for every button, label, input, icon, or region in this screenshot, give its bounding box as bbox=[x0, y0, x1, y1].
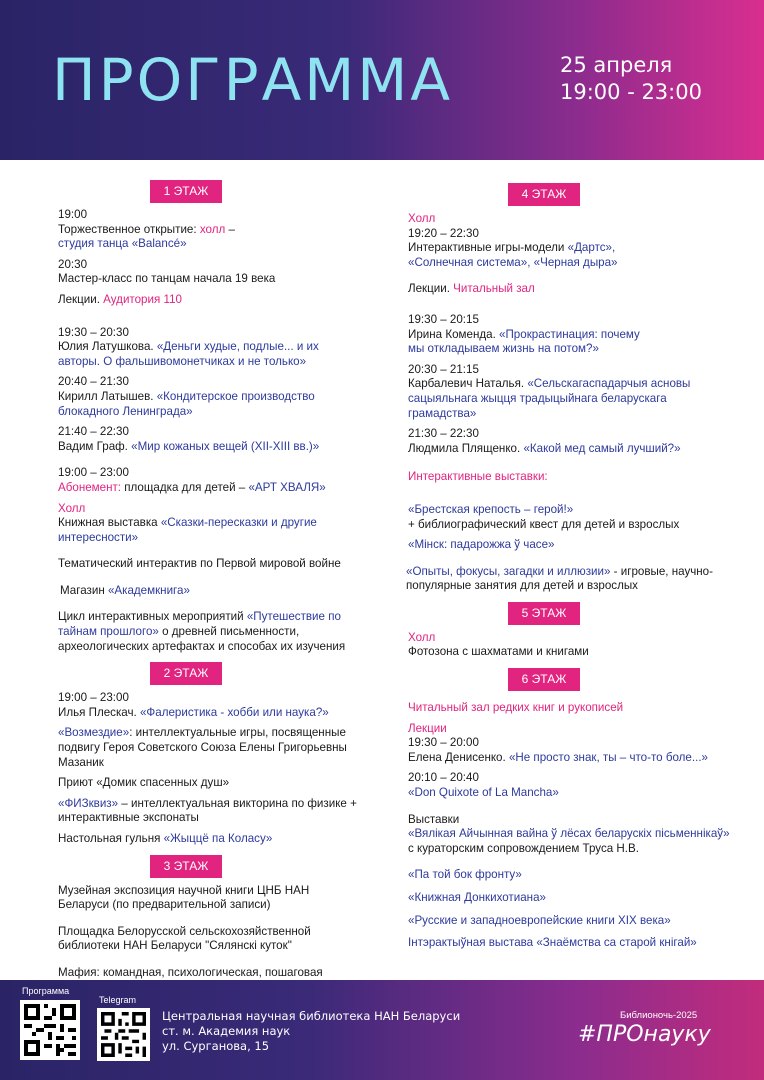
exhibition-title: «Вялікая Айчынная вайна ў лёсах беларускіх пісьменнікаў» bbox=[408, 827, 730, 841]
floor-4-badge: 4 ЭТАЖ bbox=[508, 183, 580, 206]
place: холл bbox=[199, 222, 226, 236]
studio: студия танца «Balancé» bbox=[58, 237, 187, 251]
book-exhibition bbox=[58, 502, 358, 546]
event-title: «Возмездие» bbox=[58, 726, 130, 740]
games-title: «Дартс», «Солнечная система», «Черная дыра» bbox=[408, 241, 618, 269]
lecture-title: «Кондитерское производство блокадного Ленинграда» bbox=[58, 389, 315, 418]
mafia-game: Мафия: командная, психологическая, пошаговая bbox=[58, 965, 323, 979]
rare-books-hall: Читальный зал редких книг и рукописей bbox=[408, 701, 624, 715]
room: Читальный зал bbox=[453, 282, 535, 296]
text: Мастер-класс по танцам начала 19 века bbox=[58, 272, 276, 286]
speaker: Вадим Граф. bbox=[58, 439, 132, 453]
label: Лекции. bbox=[58, 292, 104, 306]
lecture-title: «Не просто знак, ты – что-то боле...» bbox=[508, 750, 708, 764]
speaker: Карбалевич Наталья. bbox=[408, 377, 528, 391]
time: 21:30 – 22:30 bbox=[408, 427, 479, 441]
lectures-heading-4 bbox=[408, 282, 728, 297]
photozone bbox=[408, 631, 728, 660]
abonement bbox=[58, 466, 358, 495]
right-column bbox=[408, 183, 728, 951]
lecture-title: «Прокрастинация: почему мы откладываем жизнь на потом?» bbox=[408, 327, 640, 356]
speaker: Ирина Коменда. bbox=[408, 327, 500, 341]
event-datetime bbox=[560, 52, 702, 106]
event-date: 25 апреля bbox=[560, 53, 673, 77]
exhibitions-6 bbox=[408, 813, 728, 857]
interactive-exhibitions-heading: Интерактивные выставки: bbox=[408, 470, 548, 484]
exhibition-x4: «Русские и западноевропейские книги XIX века» bbox=[408, 913, 671, 927]
faleristics bbox=[58, 691, 358, 720]
library-address bbox=[162, 1009, 460, 1054]
library-name: Центральная научная библиотека НАН Беларуси bbox=[162, 1009, 461, 1023]
room: Аудитория 110 bbox=[103, 292, 182, 306]
floor-5-badge: 5 ЭТАЖ bbox=[508, 602, 580, 625]
metro-station: ст. м. Академия наук bbox=[162, 1024, 291, 1038]
text: - игровые, научно-популярные занятия для детей и взрослых bbox=[406, 564, 713, 593]
text: Магазин bbox=[60, 583, 108, 597]
label: Лекции bbox=[408, 721, 447, 735]
exhibition-brest bbox=[408, 503, 728, 532]
label: Абонемент: bbox=[58, 480, 125, 494]
event-opening bbox=[58, 208, 358, 252]
exhibition-x5: Інтэрактыўная выстава «Знаёмства са старой кнігай» bbox=[408, 936, 697, 950]
text: + библиографический квест для детей и взрослых bbox=[408, 517, 680, 531]
lecture-title: «Мир кожаных вещей (XII-XIII вв.)» bbox=[131, 439, 320, 453]
event-masterclass bbox=[58, 258, 358, 287]
text: Книжная выставка bbox=[58, 516, 161, 530]
agri-library: Площадка Белорусской сельскохозяйственной библиотеки НАН Беларуси "Сялянскі куток" bbox=[58, 924, 311, 953]
lecture-title: «Фалеристика - хобби или наука?» bbox=[139, 705, 329, 719]
time: 21:40 – 22:30 bbox=[58, 425, 129, 439]
interactive-models bbox=[408, 212, 728, 270]
speaker: Илья Плескач. bbox=[58, 705, 140, 719]
lecture-title: «Don Quixote of La Mancha» bbox=[408, 786, 559, 800]
exhibition-title: «Брестская крепость – герой!» bbox=[408, 502, 574, 516]
hashtag: #ПРОнауку bbox=[578, 1022, 711, 1047]
cycle-title: «Путешествие по тайнам прошлого» bbox=[58, 610, 341, 639]
qr-program-code[interactable] bbox=[20, 1000, 80, 1060]
lecture-title: «Деньги худые, подлые... и их авторы. О фальшивомонетчиках и не только» bbox=[58, 340, 319, 368]
lecture-1 bbox=[58, 326, 358, 370]
time: 19:00 – 23:00 bbox=[58, 466, 129, 480]
lecture-r2 bbox=[408, 363, 728, 421]
time: 19:20 – 22:30 bbox=[408, 226, 479, 240]
shop-name: «Академкнига» bbox=[107, 583, 190, 597]
lecture-r1 bbox=[408, 313, 658, 357]
lecture-s1 bbox=[408, 722, 728, 766]
lectures-heading bbox=[58, 293, 358, 308]
time: 20:40 – 21:30 bbox=[58, 375, 129, 389]
exhibition-minsk: «Мінск: падарожжа ў часе» bbox=[408, 538, 555, 552]
page-title: ПРОГРАММА bbox=[52, 46, 454, 114]
label: Лекции. bbox=[408, 282, 454, 296]
floor-2-badge: 2 ЭТАЖ bbox=[150, 662, 222, 685]
header-banner bbox=[0, 0, 764, 160]
ww1-interactive: Тематический интерактив по Первой мировой войне bbox=[58, 557, 341, 571]
text: Настольная гульня bbox=[58, 832, 164, 845]
text: Цикл интерактивных мероприятий bbox=[58, 610, 247, 624]
time: 20:30 bbox=[58, 257, 88, 271]
vozmezdie bbox=[58, 726, 358, 770]
exhibition-x3: «Книжная Донкихотиана» bbox=[408, 891, 546, 904]
place: Холл bbox=[408, 212, 436, 225]
floor-1-badge: 1 ЭТАЖ bbox=[150, 180, 222, 203]
text-rest: о древней письменности, археологических артефактах и способах их изучения bbox=[58, 625, 346, 653]
place: Холл bbox=[408, 630, 436, 644]
shelter: Приют «Домик спасенных душ» bbox=[58, 776, 230, 790]
speaker: Людмила Плященко. bbox=[408, 441, 524, 455]
time: 20:10 – 20:40 bbox=[408, 771, 479, 785]
left-column bbox=[58, 180, 358, 995]
text: Торжественное открытие: bbox=[58, 222, 200, 236]
qr-telegram-code[interactable] bbox=[97, 1008, 150, 1061]
floor-6-badge: 6 ЭТАЖ bbox=[508, 668, 580, 691]
time: 20:30 – 21:15 bbox=[408, 362, 479, 376]
event-title: «АРТ ХВАЛЯ» bbox=[248, 480, 326, 494]
time: 19:30 – 20:30 bbox=[58, 325, 129, 339]
cycle-events bbox=[58, 610, 358, 654]
board-game bbox=[58, 832, 358, 847]
event-title: «Сказки-пересказки и другие интересности» bbox=[58, 516, 317, 544]
text: Интерактивные игры-модели bbox=[408, 241, 568, 255]
museum-exposition: Музейная экспозиция научной книги ЦНБ НАН Беларуси (по предварительной записи) bbox=[58, 883, 310, 912]
fizquiz bbox=[58, 797, 358, 826]
speaker: Кирилл Латышев. bbox=[58, 389, 157, 403]
event-time: 19:00 - 23:00 bbox=[560, 80, 702, 104]
qr-program-label: Программа bbox=[22, 986, 70, 996]
exhibition-title: «Опыты, фокусы, загадки и иллюзии» bbox=[406, 564, 611, 578]
lecture-title: «Сельскагаспадарчыя асновы сацыяльнага жыцця традыцыйнага беларускага грамадства» bbox=[408, 377, 691, 420]
dash: – bbox=[225, 222, 235, 236]
time: 19:30 – 20:00 bbox=[408, 736, 479, 750]
bookshop bbox=[60, 584, 358, 599]
time: 19:00 – 23:00 bbox=[58, 691, 129, 705]
text: с кураторским сопровождением Труса Н.В. bbox=[408, 841, 639, 855]
time: 19:00 bbox=[58, 208, 88, 221]
text: : интеллектуальные игры, посвященные подвигу Героя Советского Союза Елены Григорьевны Мазаник bbox=[58, 726, 347, 769]
place: Холл bbox=[58, 501, 86, 515]
time: 19:30 – 20:15 bbox=[408, 312, 479, 326]
lecture-s2 bbox=[408, 771, 728, 800]
street: ул. Сурганова, 15 bbox=[162, 1039, 270, 1053]
floor-3-badge: 3 ЭТАЖ bbox=[150, 855, 222, 878]
lecture-2 bbox=[58, 375, 358, 419]
speaker: Елена Денисенко. bbox=[408, 750, 509, 764]
label: Выставки bbox=[408, 812, 460, 826]
game-title: «Жыццё па Коласу» bbox=[163, 832, 273, 845]
lecture-3 bbox=[58, 425, 358, 454]
text: Фотозона с шахматами и книгами bbox=[408, 645, 589, 659]
exhibition-experiments bbox=[406, 565, 728, 594]
exhibition-x2: «Па той бок фронту» bbox=[408, 868, 522, 882]
event-name: Библионочь-2025 bbox=[620, 1010, 698, 1021]
event-title: «ФИЗквиз» bbox=[58, 796, 119, 810]
lecture-title: «Какой мед самый лучший?» bbox=[523, 441, 681, 455]
text: площадка для детей – bbox=[124, 480, 249, 494]
qr-telegram-label: Telegram bbox=[99, 995, 137, 1005]
speaker: Юлия Латушкова. bbox=[58, 340, 157, 354]
text: – интеллектуальная викторина по физике + интерактивные экспонаты bbox=[58, 796, 357, 825]
lecture-r3 bbox=[408, 427, 728, 456]
